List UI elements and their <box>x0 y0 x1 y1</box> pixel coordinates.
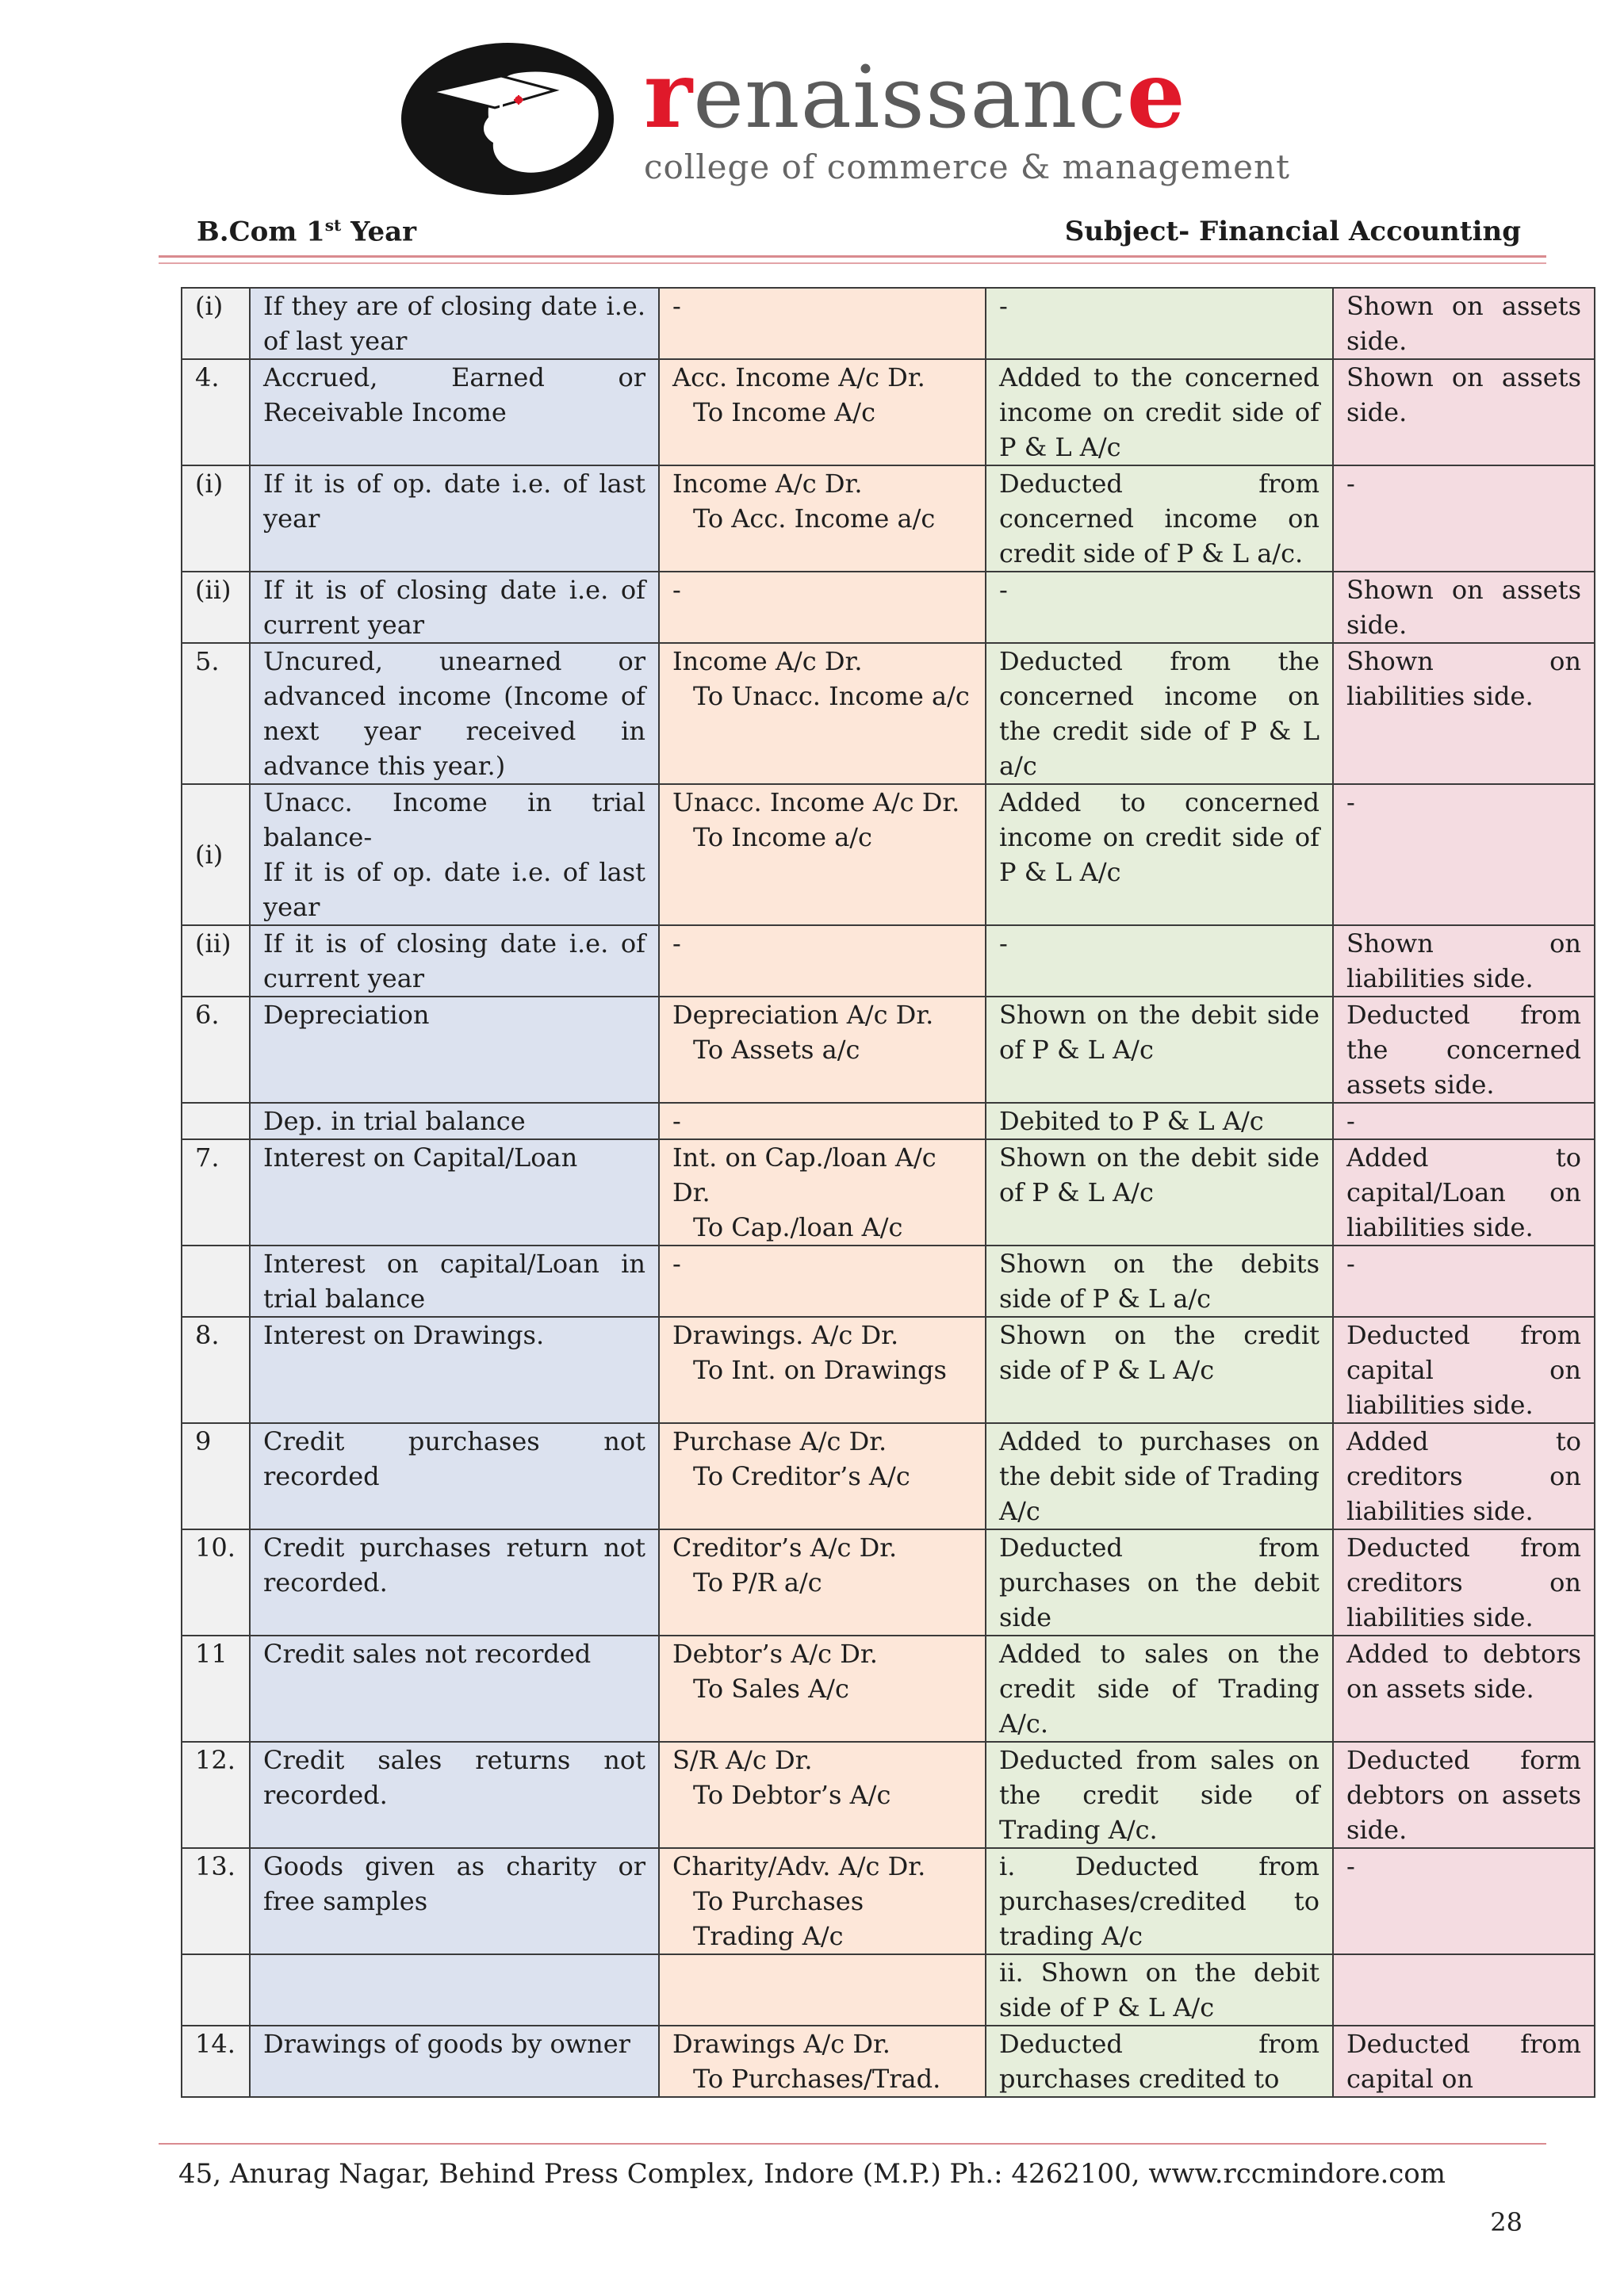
row-number: 14. <box>182 2026 250 2097</box>
balance-sheet-treatment: Deducted from creditors on liabilities side. <box>1333 1529 1595 1636</box>
table-row <box>182 2026 1595 2097</box>
entry-debit: - <box>672 928 681 959</box>
row-number: 7. <box>182 1139 250 1246</box>
journal-entry <box>659 1317 986 1423</box>
table-row <box>182 1954 1595 2026</box>
row-number <box>182 1954 250 2026</box>
row-number: (ii) <box>182 572 250 643</box>
row-number: 9 <box>182 1423 250 1529</box>
course-sup: st <box>324 216 342 235</box>
row-number: 6. <box>182 997 250 1103</box>
journal-entry <box>659 1954 986 2026</box>
brand-middle: enaissanc <box>693 48 1127 147</box>
table-row <box>182 572 1595 643</box>
entry-credit: To Income A/c <box>693 397 875 427</box>
final-accounts-treatment: Shown on the debit side of P & L A/c <box>986 1139 1333 1246</box>
journal-entry <box>659 1636 986 1742</box>
footer-rule <box>159 2143 1546 2145</box>
balance-sheet-treatment: Added to creditors on liabilities side. <box>1333 1423 1595 1529</box>
adjustment-item <box>250 1848 659 1954</box>
table-row <box>182 925 1595 997</box>
entry-debit: Depreciation A/c Dr. <box>672 1000 934 1030</box>
entry-credit: To Purchases Trading A/c <box>693 1886 864 1951</box>
final-accounts-treatment: i. Deducted from purchases/credited to trading A/c <box>986 1848 1333 1954</box>
entry-debit: Purchase A/c Dr. <box>672 1426 887 1456</box>
table-row <box>182 997 1595 1103</box>
table-row <box>182 1317 1595 1423</box>
adjustment-item <box>250 359 659 465</box>
journal-entry <box>659 288 986 359</box>
balance-sheet-treatment: Shown on liabilities side. <box>1333 643 1595 784</box>
balance-sheet-treatment: - <box>1333 1848 1595 1954</box>
table-row <box>182 1848 1595 1954</box>
journal-entry <box>659 359 986 465</box>
balance-sheet-treatment: Deducted from capital on <box>1333 2026 1595 2097</box>
header-rule <box>159 255 1546 258</box>
final-accounts-treatment: Added to sales on the credit side of Trading A/c. <box>986 1636 1333 1742</box>
balance-sheet-treatment: Deducted from capital on liabilities side. <box>1333 1317 1595 1423</box>
final-accounts-treatment: ii. Shown on the debit side of P & L A/c <box>986 1954 1333 2026</box>
table-row <box>182 1636 1595 1742</box>
final-accounts-treatment: - <box>986 572 1333 643</box>
journal-entry <box>659 1423 986 1529</box>
entry-credit: To Debtor’s A/c <box>693 1780 891 1810</box>
adjustment-item <box>250 1139 659 1246</box>
entry-debit: Drawings A/c Dr. <box>672 2029 891 2059</box>
adjustment-item <box>250 1103 659 1139</box>
table-row <box>182 288 1595 359</box>
table-body <box>182 288 1595 2097</box>
row-number: 11 <box>182 1636 250 1742</box>
adjustment-item <box>250 1954 659 2026</box>
course-text: B.Com 1 <box>197 216 325 248</box>
footer-address: 45, Anurag Nagar, Behind Press Complex, Indore (M.P.) Ph.: 4262100, www.rccmindore.com <box>178 2158 1446 2190</box>
row-number <box>182 1246 250 1317</box>
balance-sheet-treatment <box>1333 1954 1595 2026</box>
entry-debit: S/R A/c Dr. <box>672 1745 813 1775</box>
journal-entry <box>659 1139 986 1246</box>
entry-debit: Income A/c Dr. <box>672 646 863 676</box>
entry-debit: Creditor’s A/c Dr. <box>672 1533 898 1563</box>
entry-credit: To Cap./loan A/c <box>693 1212 903 1242</box>
final-accounts-treatment: - <box>986 925 1333 997</box>
final-accounts-treatment: Shown on the credit side of P & L A/c <box>986 1317 1333 1423</box>
adjustments-table <box>181 287 1595 2098</box>
subject-label: Subject- Financial Accounting <box>1064 216 1521 247</box>
final-accounts-treatment: Deducted from purchases credited to <box>986 2026 1333 2097</box>
entry-credit: To Income a/c <box>693 822 872 852</box>
item-text: Dep. in trial balance <box>263 1106 526 1136</box>
balance-sheet-treatment: Shown on liabilities side. <box>1333 925 1595 997</box>
journal-entry <box>659 1103 986 1139</box>
item-text: Credit purchases return not recorded. <box>263 1533 645 1598</box>
final-accounts-treatment: Shown on the debits side of P & L a/c <box>986 1246 1333 1317</box>
row-number: (ii) <box>182 925 250 997</box>
item-text: Uncured, unearned or advanced income (Income of next year received in advance this year.) <box>263 646 645 781</box>
adjustment-item <box>250 997 659 1103</box>
entry-debit: - <box>672 575 681 605</box>
adjustment-item <box>250 1246 659 1317</box>
row-number: 10. <box>182 1529 250 1636</box>
entry-credit: To P/R a/c <box>693 1567 822 1598</box>
row-number: (i) <box>182 288 250 359</box>
adjustment-item <box>250 288 659 359</box>
entry-credit: To Purchases/Trad. <box>693 2064 941 2094</box>
table-row <box>182 643 1595 784</box>
table-row <box>182 1103 1595 1139</box>
brand-last-letter: e <box>1126 41 1186 149</box>
table-row <box>182 1139 1595 1246</box>
entry-credit: To Assets a/c <box>693 1035 860 1065</box>
journal-entry <box>659 784 986 925</box>
entry-debit: Charity/Adv. A/c Dr. <box>672 1851 926 1881</box>
adjustment-item <box>250 1742 659 1848</box>
course-label <box>197 216 416 247</box>
item-text: Interest on Drawings. <box>263 1320 545 1350</box>
entry-debit: - <box>672 1106 681 1136</box>
entry-credit: To Creditor’s A/c <box>693 1461 910 1491</box>
entry-credit: To Sales A/c <box>693 1674 849 1704</box>
item-text: If it is of closing date i.e. of current year <box>263 575 645 640</box>
row-number: 5. <box>182 643 250 784</box>
final-accounts-treatment: - <box>986 288 1333 359</box>
adjustment-item <box>250 925 659 997</box>
adjustment-item <box>250 1423 659 1529</box>
table-row <box>182 1246 1595 1317</box>
adjustment-item <box>250 1636 659 1742</box>
entry-credit: To Unacc. Income a/c <box>693 681 970 711</box>
entry-debit: Unacc. Income A/c Dr. <box>672 787 960 817</box>
row-number: (i) <box>182 784 250 925</box>
adjustment-item <box>250 784 659 925</box>
adjustment-item <box>250 1317 659 1423</box>
item-text: If it is of closing date i.e. of current year <box>263 928 645 993</box>
final-accounts-treatment: Debited to P & L A/c <box>986 1103 1333 1139</box>
journal-entry <box>659 2026 986 2097</box>
journal-entry <box>659 1742 986 1848</box>
entry-debit: - <box>672 291 681 321</box>
adjustment-item <box>250 643 659 784</box>
entry-debit: Int. on Cap./loan A/c Dr. <box>672 1142 936 1207</box>
table-row <box>182 784 1595 925</box>
final-accounts-treatment: Added to concerned income on credit side of P & L A/c <box>986 784 1333 925</box>
adjustment-item <box>250 572 659 643</box>
item-text: Credit sales not recorded <box>263 1639 592 1669</box>
table-row <box>182 1529 1595 1636</box>
balance-sheet-treatment: Deducted from the concerned assets side. <box>1333 997 1595 1103</box>
row-number: 12. <box>182 1742 250 1848</box>
final-accounts-treatment: Deducted from sales on the credit side of Trading A/c. <box>986 1742 1333 1848</box>
row-number: 8. <box>182 1317 250 1423</box>
balance-sheet-treatment: Shown on assets side. <box>1333 288 1595 359</box>
item-text: Goods given as charity or free samples <box>263 1851 645 1916</box>
entry-debit: Acc. Income A/c Dr. <box>672 362 925 392</box>
item-text: Drawings of goods by owner <box>263 2029 630 2059</box>
table-row <box>182 465 1595 572</box>
journal-entry <box>659 1529 986 1636</box>
brand-first-letter: r <box>644 41 694 149</box>
final-accounts-treatment: Shown on the debit side of P & L A/c <box>986 997 1333 1103</box>
balance-sheet-treatment: Added to debtors on assets side. <box>1333 1636 1595 1742</box>
header-rule-thin <box>159 262 1546 264</box>
course-suffix: Year <box>341 216 417 248</box>
adjustment-item <box>250 2026 659 2097</box>
final-accounts-treatment: Deducted from purchases on the debit side <box>986 1529 1333 1636</box>
brand-tagline: college of commerce & management <box>644 147 1290 186</box>
adjustment-item <box>250 1529 659 1636</box>
item-text: If they are of closing date i.e. of last year <box>263 291 645 356</box>
item-text: Interest on Capital/Loan <box>263 1142 578 1173</box>
entry-credit: To Acc. Income a/c <box>693 503 936 534</box>
row-number <box>182 1103 250 1139</box>
entry-debit: Drawings. A/c Dr. <box>672 1320 899 1350</box>
journal-entry <box>659 925 986 997</box>
item-subtext: If it is of op. date i.e. of last year <box>263 857 645 922</box>
balance-sheet-treatment: - <box>1333 784 1595 925</box>
balance-sheet-treatment: - <box>1333 1103 1595 1139</box>
item-text: If it is of op. date i.e. of last year <box>263 469 645 534</box>
item-text: Depreciation <box>263 1000 430 1030</box>
final-accounts-treatment: Deducted from concerned income on credit side of P & L a/c. <box>986 465 1333 572</box>
journal-entry <box>659 1848 986 1954</box>
entry-credit: To Int. on Drawings <box>693 1355 947 1385</box>
row-number: 13. <box>182 1848 250 1954</box>
row-number: 4. <box>182 359 250 465</box>
table-row <box>182 359 1595 465</box>
entry-debit: Income A/c Dr. <box>672 469 863 499</box>
balance-sheet-treatment: Added to capital/Loan on liabilities side. <box>1333 1139 1595 1246</box>
journal-entry <box>659 997 986 1103</box>
final-accounts-treatment: Added to the concerned income on credit side of P & L A/c <box>986 359 1333 465</box>
balance-sheet-treatment: - <box>1333 465 1595 572</box>
final-accounts-treatment: Deducted from the concerned income on the credit side of P & L a/c <box>986 643 1333 784</box>
balance-sheet-treatment: Shown on assets side. <box>1333 572 1595 643</box>
final-accounts-treatment: Added to purchases on the debit side of Trading A/c <box>986 1423 1333 1529</box>
entry-debit: - <box>672 1249 681 1279</box>
journal-entry <box>659 1246 986 1317</box>
journal-entry <box>659 572 986 643</box>
item-text: Interest on capital/Loan in trial balance <box>263 1249 645 1314</box>
journal-entry <box>659 643 986 784</box>
balance-sheet-treatment: Shown on assets side. <box>1333 359 1595 465</box>
balance-sheet-treatment: Deducted form debtors on assets side. <box>1333 1742 1595 1848</box>
row-number: (i) <box>182 465 250 572</box>
table-row <box>182 1423 1595 1529</box>
item-text: Unacc. Income in trial balance- <box>263 787 645 852</box>
adjustment-item <box>250 465 659 572</box>
item-text: Credit purchases not recorded <box>263 1426 645 1491</box>
brand-wordmark <box>644 41 1186 149</box>
item-text: Credit sales returns not recorded. <box>263 1745 645 1810</box>
entry-debit: Debtor’s A/c Dr. <box>672 1639 878 1669</box>
journal-entry <box>659 465 986 572</box>
item-text: Accrued, Earned or Receivable Income <box>263 362 645 427</box>
page-number: 28 <box>1490 2207 1522 2237</box>
table-row <box>182 1742 1595 1848</box>
college-logo <box>400 41 615 197</box>
balance-sheet-treatment: - <box>1333 1246 1595 1317</box>
